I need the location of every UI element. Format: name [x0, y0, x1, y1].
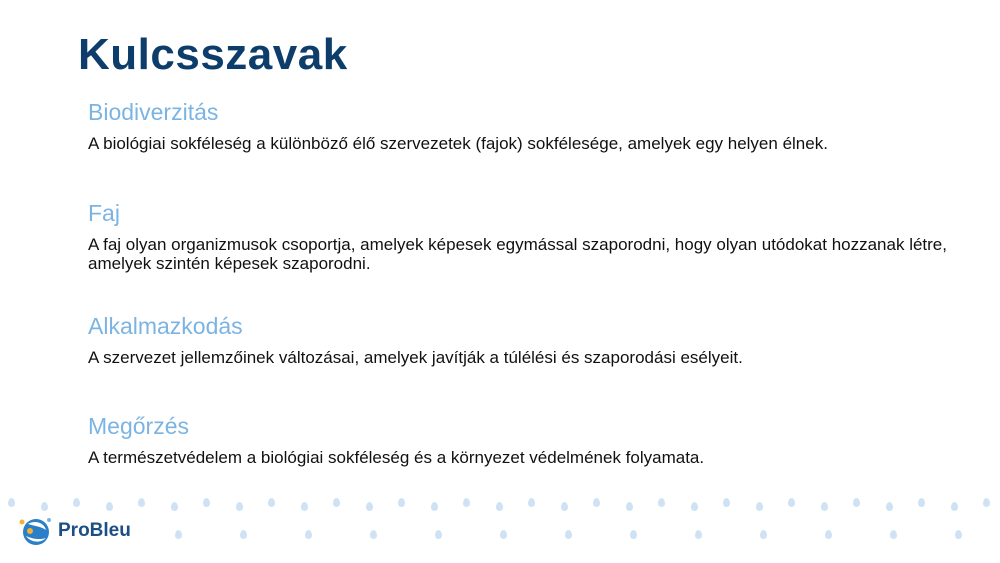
decorative-drop	[236, 502, 243, 511]
keyword-entry-biodiversity	[88, 98, 948, 153]
decorative-drop	[821, 502, 828, 511]
decorative-drop	[8, 498, 15, 507]
keyword-term: Faj	[88, 200, 120, 226]
decorative-drop	[366, 502, 373, 511]
decorative-drop	[756, 502, 763, 511]
decorative-drop	[593, 498, 600, 507]
keyword-definition: A biológiai sokféleség a különböző élő szervezetek (fajok) sokfélesége, amelyek egy helyen élnek.	[88, 134, 828, 153]
decorative-drop	[983, 498, 990, 507]
decorative-drop	[431, 502, 438, 511]
decorative-drop	[496, 502, 503, 511]
page-title: Kulcsszavak	[78, 30, 348, 79]
decorative-drop	[951, 502, 958, 511]
decorative-drop	[760, 530, 767, 539]
keyword-term: Megőrzés	[88, 413, 189, 439]
keyword-term: Biodiverzitás	[88, 99, 219, 125]
decorative-drop	[561, 502, 568, 511]
decorative-drop	[723, 498, 730, 507]
decorative-drop	[435, 530, 442, 539]
probleu-logo-icon	[16, 514, 54, 550]
decorative-drop	[825, 530, 832, 539]
decorative-drop	[918, 498, 925, 507]
decorative-drop	[203, 498, 210, 507]
keyword-entry-adaptation	[88, 312, 948, 367]
decorative-drop	[853, 498, 860, 507]
decorative-drop	[691, 502, 698, 511]
decorative-drop	[138, 498, 145, 507]
decorative-drop	[955, 530, 962, 539]
decorative-drop	[788, 498, 795, 507]
decorative-drop	[565, 530, 572, 539]
decorative-drop	[175, 530, 182, 539]
decorative-drop	[398, 498, 405, 507]
decorative-drop	[463, 498, 470, 507]
decorative-drop	[268, 498, 275, 507]
keyword-definition: A faj olyan organizmusok csoportja, amelyek képesek egymással szaporodni, hogy olyan utódokat hozzanak létre, amelyek szintén képesek szaporodni.	[88, 235, 947, 273]
decorative-drop	[171, 502, 178, 511]
probleu-logo	[16, 514, 156, 550]
decorative-drop	[301, 502, 308, 511]
decorative-drop	[106, 502, 113, 511]
keyword-term: Alkalmazkodás	[88, 313, 243, 339]
keyword-entry-species	[88, 199, 948, 273]
decorative-drop	[370, 530, 377, 539]
decorative-drop	[73, 498, 80, 507]
decorative-drop	[630, 530, 637, 539]
decorative-drop	[500, 530, 507, 539]
decorative-drop	[695, 530, 702, 539]
brand-name: ProBleu	[58, 520, 131, 541]
decorative-drop	[886, 502, 893, 511]
decorative-drop	[41, 502, 48, 511]
decorative-drop	[890, 530, 897, 539]
keyword-definition: A természetvédelem a biológiai sokféleség és a környezet védelmének folyamata.	[88, 448, 705, 467]
keyword-definition: A szervezet jellemzőinek változásai, amelyek javítják a túlélési és szaporodási esélyeit.	[88, 348, 743, 367]
decorative-drop	[305, 530, 312, 539]
decorative-drop	[240, 530, 247, 539]
decorative-drop	[658, 498, 665, 507]
decorative-drop	[333, 498, 340, 507]
keyword-entry-conservation	[88, 412, 948, 467]
decorative-drop	[626, 502, 633, 511]
decorative-drop	[528, 498, 535, 507]
